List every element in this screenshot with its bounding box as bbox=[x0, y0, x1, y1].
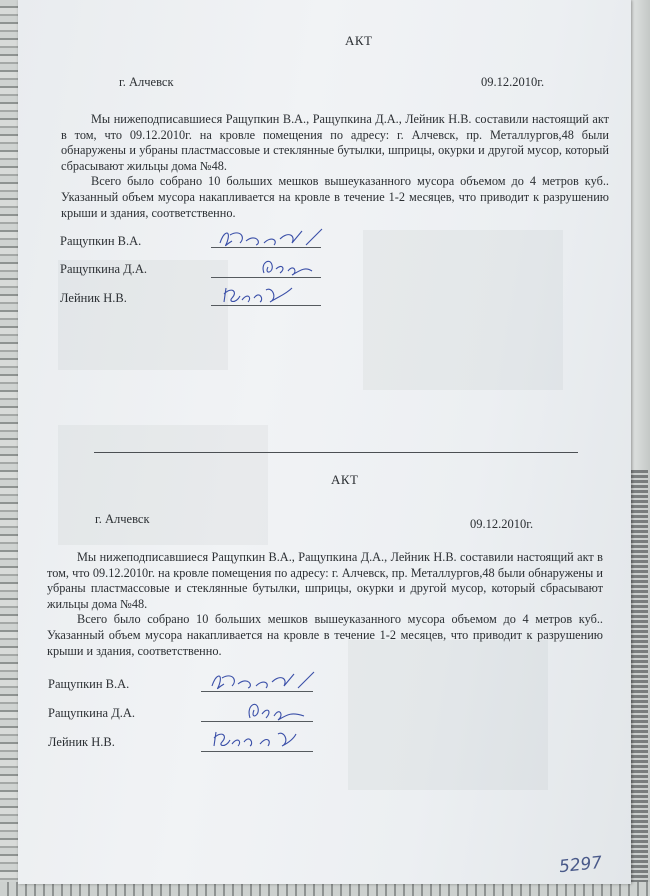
act-paragraph: Всего было собрано 10 больших мешков вышеуказанного мусора объемом до 4 метров куб.. Указанный объем мусора накапливается на кровле в течение 1-2 месяцев, что приводит к разрушению крыши и здания, соответственно. bbox=[61, 174, 609, 220]
separator-line bbox=[94, 452, 578, 453]
signatory-name: Лейник Н.В. bbox=[60, 291, 127, 305]
handwritten-signature bbox=[244, 698, 314, 726]
act-date: 09.12.2010г. bbox=[481, 75, 545, 89]
act-body bbox=[47, 550, 603, 659]
handwritten-signature bbox=[216, 225, 326, 253]
newspaper-edge-bottom bbox=[0, 882, 650, 896]
act-title: АКТ bbox=[345, 33, 373, 48]
act-title: АКТ bbox=[331, 472, 359, 487]
act-paragraph: Мы нижеподписавшиеся Ращупкин В.А., Ращупкина Д.А., Лейник Н.В. составили настоящий акт в том, что 09.12.2010г. на кровле помещения по адресу: г. Алчевск, пр. Металлургов,48 были обнаружены и убраны пластмассовые и стеклянные бутылки, шприцы, окурки и другой мусор, который сбрасывают жильцы дома №48. bbox=[47, 550, 603, 611]
signatory-name: Лейник Н.В. bbox=[48, 735, 115, 749]
handwritten-signature bbox=[208, 668, 318, 696]
show-through-photo bbox=[58, 425, 268, 545]
handwritten-page-number: 5297 bbox=[558, 852, 604, 878]
signatory-name: Ращупкин В.А. bbox=[60, 234, 142, 248]
act-paragraph: Мы нижеподписавшиеся Ращупкин В.А., Ращупкина Д.А., Лейник Н.В. составили настоящий акт в том, что 09.12.2010г. на кровле помещения по адресу: г. Алчевск, пр. Металлургов,48 были обнаружены и убраны пластмассовые и стеклянные бутылки, шприцы, окурки и другой мусор, который сбрасывают жильцы дома №48. bbox=[61, 112, 609, 173]
signatory-name: Ращупкина Д.А. bbox=[60, 262, 147, 276]
handwritten-signature bbox=[220, 282, 300, 308]
act-date: 09.12.2010г. bbox=[470, 517, 534, 531]
show-through-photo bbox=[348, 640, 548, 790]
show-through-photo bbox=[363, 230, 563, 390]
act-body bbox=[61, 112, 609, 221]
handwritten-signature bbox=[210, 726, 300, 754]
act-city: г. Алчевск bbox=[95, 512, 150, 526]
act-paragraph: Всего было собрано 10 больших мешков вышеуказанного мусора объемом до 4 метров куб.. Указанный объем мусора накапливается на кровле в течение 1-2 месяцев, что приводит к разрушению крыши и здания, соответственно. bbox=[47, 612, 603, 658]
act-city: г. Алчевск bbox=[119, 75, 174, 89]
handwritten-signature bbox=[258, 255, 318, 281]
signatory-name: Ращупкин В.А. bbox=[48, 677, 130, 691]
signatory-name: Ращупкина Д.А. bbox=[48, 706, 135, 720]
document-sheet bbox=[18, 0, 631, 884]
